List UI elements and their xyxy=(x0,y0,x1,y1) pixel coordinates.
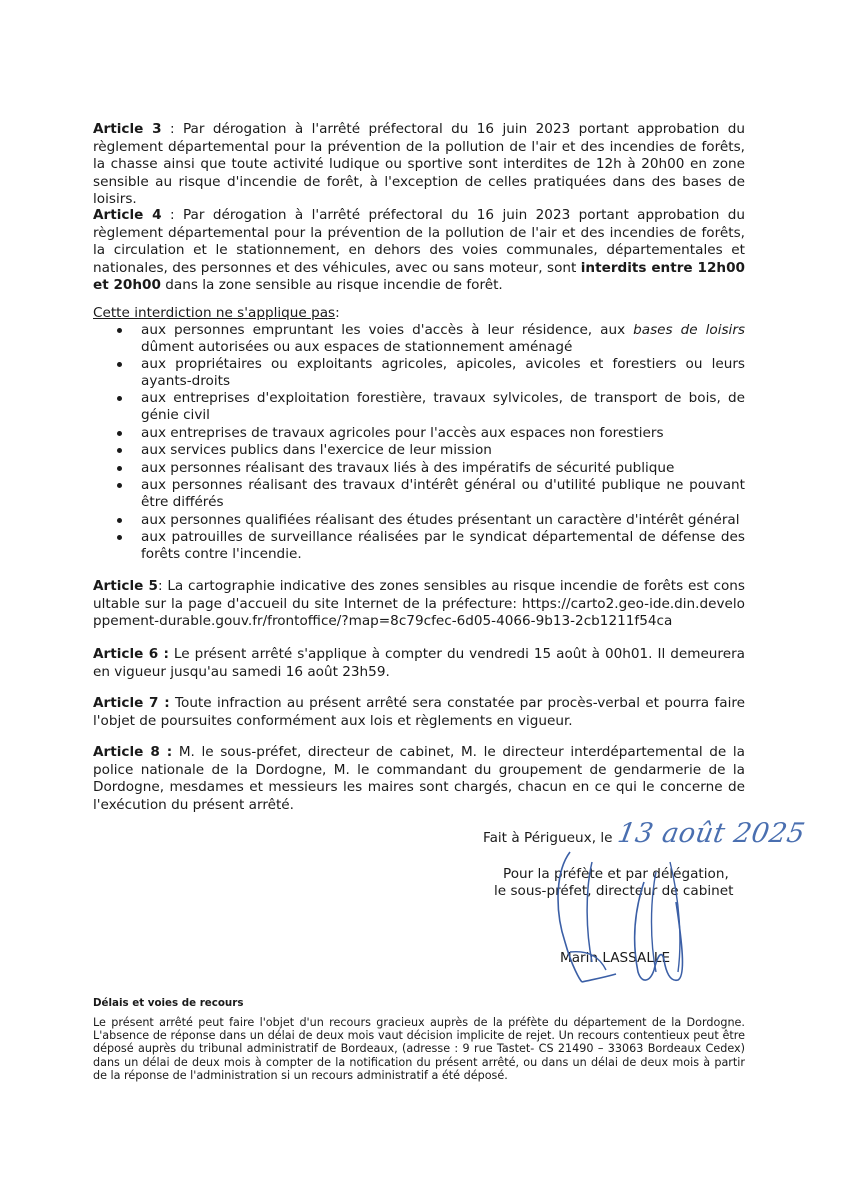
article-4-text-end: dans la zone sensible au risque incendie de forêt. xyxy=(160,277,503,294)
exceptions-list xyxy=(93,322,745,563)
list-item xyxy=(93,425,745,442)
signature-place: Fait à Périgueux, le xyxy=(483,830,613,846)
handwritten-date: 13 août 2025 xyxy=(615,818,808,849)
bullet-icon xyxy=(117,518,122,523)
article-6-label: Article 6 : xyxy=(93,646,169,662)
list-item-text-end: dûment autorisées ou aux espaces de stationnement aménagé xyxy=(141,338,573,355)
article-5-text: : La cartographie indicative des zones sensibles au risque incendie de forêts est consultable sur la page d'accueil du site Internet de la préfecture: https://carto2.geo-ide.din.developpement-durable.gouv.fr/frontoffice/?map=8c79cfec-6d05-4066-9b13-2cb1211f54ca xyxy=(93,578,745,630)
article-4-label: Article 4 xyxy=(93,207,162,223)
article-4 xyxy=(93,207,745,295)
list-item-text: aux personnes réalisant des travaux d'intérêt général ou d'utilité publique ne pouvant être différés xyxy=(141,477,745,510)
list-item xyxy=(93,390,745,423)
list-item-text: aux personnes qualifiées réalisant des études présentant un caractère d'intérêt général xyxy=(141,511,740,528)
bullet-icon xyxy=(117,483,122,488)
appeal-text: Le présent arrêté peut faire l'objet d'un recours gracieux auprès de la préfète du département de la Dordogne. L'absence de réponse dans un délai de deux mois vaut décision implicite de rejet. Un recours contentieux peut être déposé auprès du tribunal administratif de Bordeaux, (adresse : 9 rue Tastet- CS 21490 – 33063 Bordeaux Cedex) dans un délai de deux mois à compter de la notification du présent arrêté, ou dans un délai de deux mois à partir de la réponse de l'administration si un recours administratif a été déposé. xyxy=(93,1016,745,1082)
list-item xyxy=(93,477,745,510)
list-item-text: aux patrouilles de surveillance réalisées par le syndicat départemental de défense des forêts contre l'incendie. xyxy=(141,529,745,562)
article-3 xyxy=(93,121,745,209)
article-7-label: Article 7 : xyxy=(93,695,170,711)
article-3-label: Article 3 xyxy=(93,121,162,137)
article-7 xyxy=(93,695,745,730)
article-4-bold-text: interdits entre 12h00 et 20h00 xyxy=(93,259,745,294)
list-item xyxy=(93,442,745,459)
article-8 xyxy=(93,744,745,814)
exceptions-title-suffix: : xyxy=(335,305,340,321)
list-item-text: aux entreprises d'exploitation forestière, travaux sylvicoles, de transport de bois, de génie civil xyxy=(141,390,745,423)
signatory-name: Marin LASSALLE xyxy=(560,950,671,966)
appeal-title: Délais et voies de recours xyxy=(93,997,244,1009)
article-6 xyxy=(93,646,745,681)
list-item-text: aux entreprises de travaux agricoles pour l'accès aux espaces non forestiers xyxy=(141,424,664,441)
article-7-text: Toute infraction au présent arrêté sera constatée par procès-verbal et pourra faire l'objet de poursuites conformément aux lois et règlements en vigueur. xyxy=(93,695,746,729)
list-item-text: aux propriétaires ou exploitants agricoles, apicoles, avicoles et forestiers ou leurs ayants-droits xyxy=(141,356,745,389)
article-8-label: Article 8 : xyxy=(93,744,173,760)
bullet-icon xyxy=(117,396,122,401)
bullet-icon xyxy=(117,431,122,436)
list-item-text: aux services publics dans l'exercice de leur mission xyxy=(141,442,492,459)
signature-line-1: Pour la préfète et par délégation, xyxy=(503,866,729,882)
list-item-text: aux personnes réalisant des travaux liés à des impératifs de sécurité publique xyxy=(141,459,675,476)
bullet-icon xyxy=(117,448,122,453)
bullet-icon xyxy=(117,362,122,367)
list-item xyxy=(93,529,745,562)
list-item-text: aux personnes empruntant les voies d'accès à leur résidence, aux xyxy=(141,322,634,338)
article-8-text: M. le sous-préfet, directeur de cabinet, M. le directeur interdépartemental de la police nationale de la Dordogne, M. le commandant du groupement de gendarmerie de la Dordogne, mesdames et messieurs les maires sont chargés, chacun en ce qui le concerne de l'exécution du présent arrêté. xyxy=(93,744,745,813)
list-item xyxy=(93,356,745,389)
exceptions-title-text: Cette interdiction ne s'applique pas xyxy=(93,305,336,321)
handwritten-signature-icon xyxy=(530,842,760,990)
bullet-icon xyxy=(117,466,122,471)
signature-line-2: le sous-préfet, directeur de cabinet xyxy=(494,883,734,899)
bullet-icon xyxy=(117,535,122,540)
article-5-label: Article 5 xyxy=(93,578,158,594)
list-item xyxy=(93,322,745,355)
article-4-text: : Par dérogation à l'arrêté préfectoral du 16 juin 2023 portant approbation du règlement départemental pour la prévention de la pollution de l'air et des incendies de forêts, la circulation et le stationnement, en dehors des voies communales, départementales et nationales, des personnes et des véhicules, avec ou sans moteur, sont xyxy=(93,207,745,276)
article-5 xyxy=(93,578,745,631)
bullet-icon xyxy=(117,328,122,333)
list-item xyxy=(93,512,745,529)
article-6-text: Le présent arrêté s'applique à compter du vendredi 15 août à 00h01. Il demeurera en vigueur jusqu'au samedi 16 août 23h59. xyxy=(93,646,745,680)
exceptions-title xyxy=(93,305,340,323)
list-item xyxy=(93,460,745,477)
article-3-text: : Par dérogation à l'arrêté préfectoral du 16 juin 2023 portant approbation du règlement départemental pour la prévention de la pollution de l'air et des incendies de forêts, la chasse ainsi que toute activité ludique ou sportive sont interdites de 12h à 20h00 en zone sensible au risque d'incendie de forêt, à l'exception de celles pratiquées dans des bases de loisirs. xyxy=(93,121,745,208)
list-item-italic: bases de loisirs xyxy=(633,322,745,338)
